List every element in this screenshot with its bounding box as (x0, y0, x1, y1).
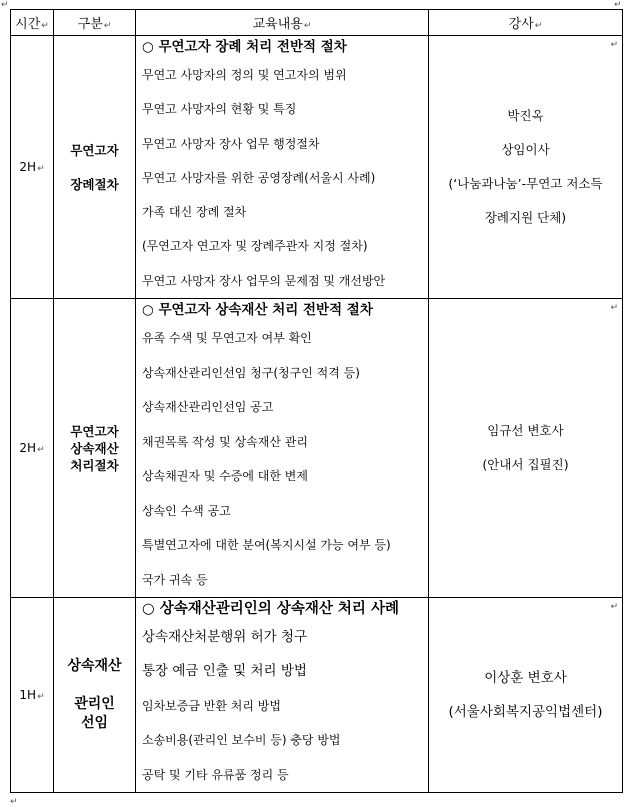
header-content: 교육내용↵ (136, 10, 429, 36)
section-row-funeral (11, 36, 623, 299)
header-row (11, 10, 623, 36)
type-line: 상속재산 (70, 440, 119, 456)
content-item: 통장 예금 인출 및 처리 방법 (142, 663, 307, 680)
type-line: 관리인 (74, 696, 115, 713)
time-cell: 2H↵ (11, 36, 54, 299)
content-item: ○ 상속재산관리인의 상속재산 처리 사례 (142, 601, 399, 618)
type-line: 장례절차 (70, 176, 119, 192)
instructor-line: 상임이사 (501, 142, 550, 158)
type-line: 상속재산 (67, 658, 122, 675)
paragraph-mark: ↵ (10, 797, 18, 807)
type-cell (54, 36, 136, 299)
type-line: 선임 (80, 715, 109, 732)
content-item: 무연고 사망자 장사 업무 행정절차 (142, 136, 320, 151)
section-row-administrator (11, 598, 623, 793)
content-item: 소송비용(관리인 보수비 등) 충당 방법 (142, 733, 341, 748)
instructor-cell: ↵ 임규선 변호사 (안내서 집필진) (429, 299, 623, 598)
type-cell (54, 299, 136, 598)
section-row-inheritance (11, 299, 623, 598)
content-item: ○ 무연고자 장례 처리 전반적 절차 (142, 39, 347, 55)
type-cell (54, 598, 136, 793)
corner-mark-right: ↵ (614, 0, 622, 10)
instructor-line: (‘나눔과나눔’-무연고 저소득 (448, 176, 603, 192)
instructor-cell: ↵ 박진옥 상임이사 (‘나눔과나눔’-무연고 저소득 장례지원 단체) (429, 36, 623, 299)
instructor-line: 장례지원 단체) (484, 210, 567, 226)
content-item: 무연고 사망자를 위한 공영장례(서울시 사례) (142, 170, 376, 185)
content-item: 가족 대신 장례 절차 (142, 205, 247, 220)
instructor-line: 이상훈 변호사 (484, 670, 567, 687)
content-item: 유족 수색 및 무연고자 여부 확인 (142, 331, 312, 346)
content-item: 무연고 사망자의 정의 및 연고자의 범위 (142, 68, 347, 82)
header-type: 구분↵ (54, 10, 136, 36)
instructor-line: 임규선 변호사 (487, 423, 564, 439)
instructor-line: (서울사회복지공익법센터) (448, 704, 603, 721)
type-line: 처리절차 (70, 457, 119, 473)
content-item: 무연고 사망자 장사 업무의 문제점 및 개선방안 (142, 273, 386, 288)
content-item: 상속재산관리인선임 공고 (142, 400, 274, 415)
content-item: 채권목록 작성 및 상속재산 관리 (142, 434, 308, 449)
content-item: 상속재산처분행위 허가 청구 (142, 629, 308, 646)
content-item: 특별연고자에 대한 분여(복지시설 가능 여부 등) (142, 538, 391, 553)
content-item: 무연고 사망자의 현황 및 특징 (142, 102, 297, 117)
content-item: 상속재산관리인선임 청구(청구인 적격 등) (142, 365, 360, 380)
time-cell: 1H↵ (11, 598, 54, 793)
type-line: 무연고자 (70, 142, 119, 158)
content-item: 공탁 및 기타 유류품 정리 등 (142, 767, 289, 782)
type-line: 무연고자 (70, 423, 119, 439)
content-item: 국가 귀속 등 (142, 572, 208, 587)
schedule-table (10, 9, 623, 793)
time-cell: 2H↵ (11, 299, 54, 598)
instructor-line: (안내서 집필진) (482, 457, 569, 473)
corner-mark: ↵ (1, 0, 9, 10)
content-item: 상속채권자 및 수증에 대한 변제 (142, 469, 308, 484)
content-cell (136, 36, 429, 299)
instructor-line: 박진옥 (507, 108, 544, 124)
content-item: ○ 무연고자 상속재산 처리 전반적 절차 (142, 302, 373, 319)
content-item: 상속인 수색 공고 (142, 503, 231, 518)
header-time: 시간↵ (11, 10, 54, 36)
content-cell (136, 598, 429, 793)
content-item: 임차보증금 반환 처리 방법 (142, 698, 281, 713)
header-instructor: 강사↵ (429, 10, 623, 36)
instructor-cell: ↵ 이상훈 변호사 (서울사회복지공익법센터) (429, 598, 623, 793)
content-item: (무연고자 연고자 및 장례주관자 지정 절차) (142, 239, 368, 254)
content-cell (136, 299, 429, 598)
